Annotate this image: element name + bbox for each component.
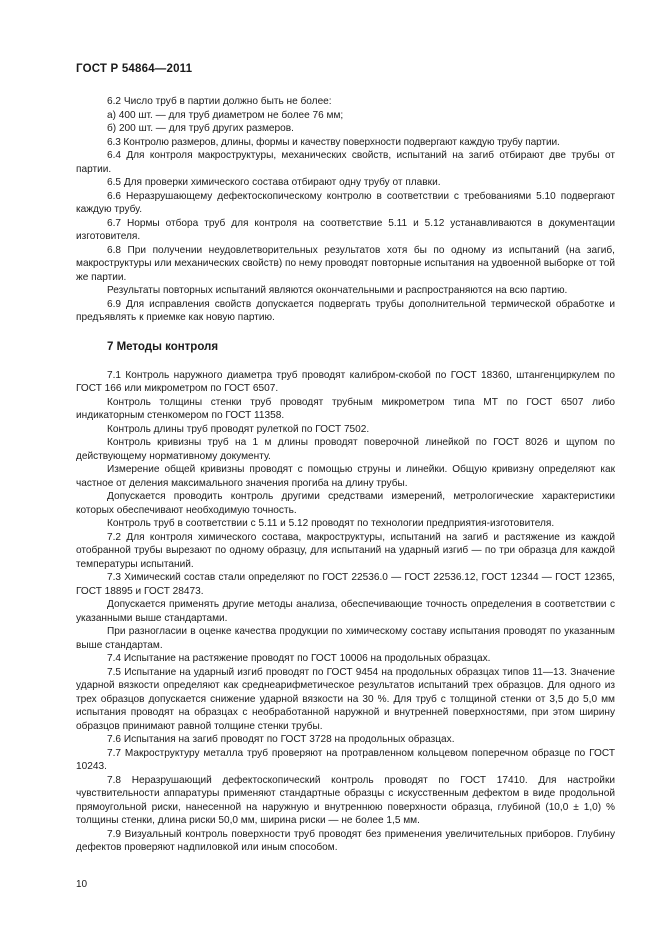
paragraph-7-1-length: Контроль длины труб проводят рулеткой по ГОСТ 7502. — [107, 423, 370, 435]
page-number: 10 — [76, 879, 88, 890]
paragraph-7-4: 7.4 Испытание на растяжение проводят по ГОСТ 10006 на продольных образцах. — [107, 653, 491, 664]
paragraph-7-8: 7.8 Неразрушающий дефектоскопический контроль проводят по ГОСТ 17410. Для настройки чувствительности аппаратуры применяют стандартные образцы с искусственным дефектом в виде продольной прямоугольной риски, нанесенной на наружную и внутреннюю поверхности образца, глубиной (10,0 ± 1,0) % толщины стенки, длина риски 50,0 мм, ширина риски — не более 1,5 мм. — [76, 774, 615, 826]
paragraph-6-6: 6.6 Неразрушающему дефектоскопическому контролю в соответствии с требованиями 5.10 подвергают каждую трубу. — [76, 190, 615, 215]
paragraph-6-2: 6.2 Число труб в партии должно быть не более: — [107, 96, 332, 107]
paragraph-7-3: 7.3 Химический состав стали определяют по ГОСТ 22536.0 — ГОСТ 22536.12, ГОСТ 12344 — ГОСТ 12365, ГОСТ 18895 и ГОСТ 28473. — [76, 572, 615, 597]
document-body — [76, 95, 615, 855]
paragraph-6-8: 6.8 При получении неудовлетворительных результатов хотя бы по одному из испытаний (на загиб, макроструктуры или механических свойств) по нему проводят повторные испытания на удвоенной выборке от той же партии. — [76, 244, 615, 283]
paragraph-7-2: 7.2 Для контроля химического состава, макроструктуры, испытаний на загиб и растяжение из каждой отобранной трубы вырезают по одному образцу, для испытаний на ударный изгиб — по три образца для каждой температуры испытаний. — [76, 531, 615, 570]
paragraph-7-9: 7.9 Визуальный контроль поверхности труб проводят без применения увеличительных приборов. Глубину дефектов проверяют надпиловкой или иным способом. — [76, 828, 615, 853]
paragraph-6-3: 6.3 Контролю размеров, длины, формы и качеству поверхности подвергают каждую трубу партии. — [107, 136, 560, 148]
section-7-title: 7 Методы контроля — [107, 340, 219, 353]
paragraph-7-5: 7.5 Испытание на ударный изгиб проводят по ГОСТ 9454 на продольных образцах типов 11—13. Значение ударной вязкости определяют как среднеарифметическое результатов испытаний трех образцов. Для одного из трех образцов допускается снижение ударной вязкости на 30 %. Для труб с толщиной стенки от 3,5 до 5,0 мм испытания проводят на образцах с необработанной наружной и внутренней поверхностями, при этом ширину образцов принимают равной толщине стенки трубы. — [76, 666, 615, 732]
paragraph-7-1-thickness: Контроль толщины стенки труб проводят трубным микрометром типа МТ по ГОСТ 6507 либо индикаторным стенкомером по ГОСТ 11358. — [76, 396, 615, 421]
paragraph-7-1-total-curvature: Измерение общей кривизны проводят с помощью струны и линейки. Общую кривизну определяют как частное от деления максимального значения прогиба на длину трубы. — [76, 464, 615, 489]
list-item-a: а) 400 шт. — для труб диаметром не более 76 мм; — [107, 109, 344, 121]
paragraph-7-7: 7.7 Макроструктуру металла труб проверяют на протравленном кольцевом поперечном образце по ГОСТ 10243. — [76, 747, 615, 772]
paragraph-7-1-curvature: Контроль кривизны труб на 1 м длины проводят поверочной линейкой по ГОСТ 8026 и щупом по действующему нормативному документу. — [76, 437, 615, 462]
paragraph-7-6: 7.6 Испытания на загиб проводят по ГОСТ 3728 на продольных образцах. — [107, 734, 455, 745]
list-item-b: б) 200 шт. — для труб других размеров. — [107, 123, 294, 134]
paragraph-6-8-results: Результаты повторных испытаний являются окончательными и распространяются на всю партию. — [107, 285, 568, 296]
paragraph-7-1-technology: Контроль труб в соответствии с 5.11 и 5.12 проводят по технологии предприятия-изготовителя. — [107, 518, 555, 529]
paragraph-6-7: 6.7 Нормы отбора труб для контроля на соответствие 5.11 и 5.12 устанавливаются в документации изготовителя. — [76, 217, 615, 242]
paragraph-7-3-disputes: При разногласии в оценке качества продукции по химическому составу испытания проводят по указанным выше стандартам. — [76, 626, 615, 651]
document-header: ГОСТ Р 54864—2011 — [76, 63, 193, 75]
paragraph-6-4: 6.4 Для контроля макроструктуры, механических свойств, испытаний на загиб отбирают две трубы от партии. — [76, 150, 615, 175]
paragraph-7-1: 7.1 Контроль наружного диаметра труб проводят калибром-скобой по ГОСТ 18360, штангенциркулем по ГОСТ 166 или микрометром по ГОСТ 6507. — [76, 369, 615, 394]
paragraph-6-5: 6.5 Для проверки химического состава отбирают одну трубу от плавки. — [107, 177, 441, 188]
paragraph-7-3-methods: Допускается применять другие методы анализа, обеспечивающие точность определения в соответствии с указанными выше стандартами. — [76, 599, 615, 624]
paragraph-7-1-other-means: Допускается проводить контроль другими средствами измерений, метрологические характеристики которых обеспечивают необходимую точность. — [76, 491, 615, 516]
paragraph-6-9: 6.9 Для исправления свойств допускается подвергать трубы дополнительной термической обработке и предъявлять к приемке как новую партию. — [76, 298, 615, 323]
